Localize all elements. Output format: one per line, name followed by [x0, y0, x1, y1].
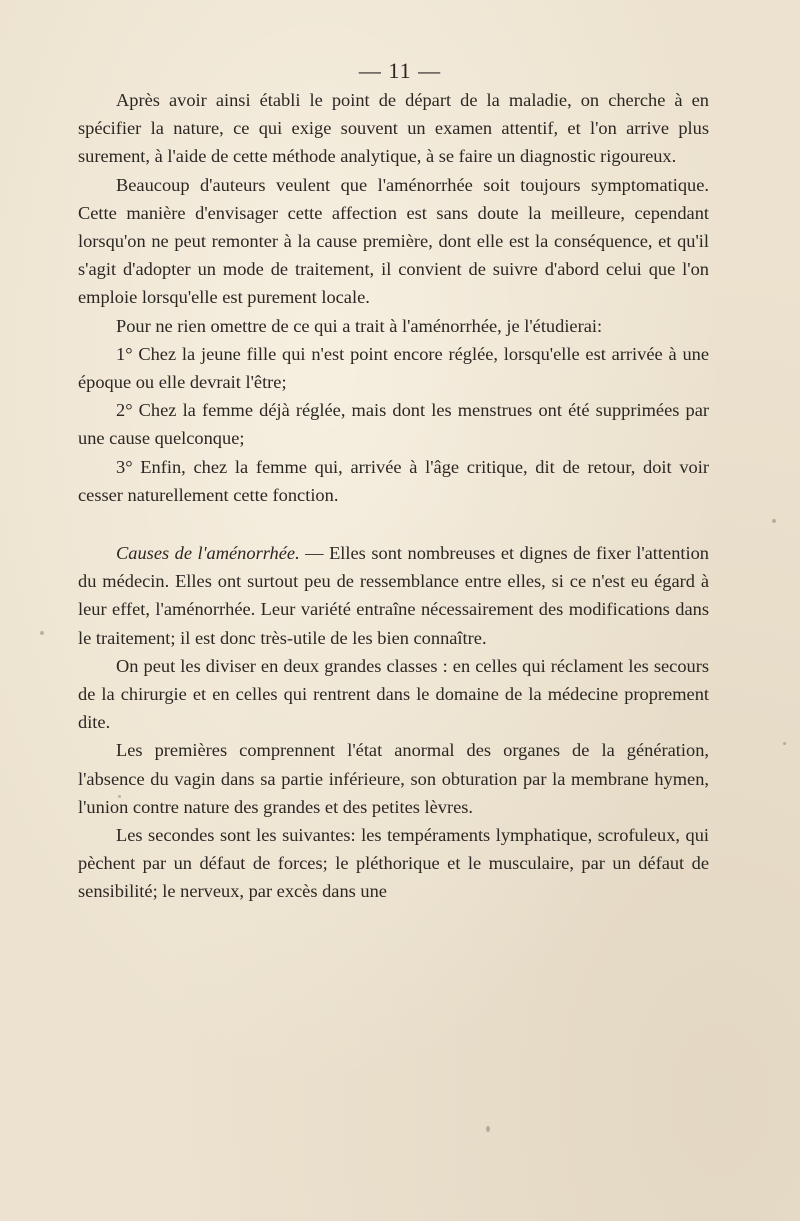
paper-spot: [772, 519, 776, 523]
paragraph-medical-causes: Les secondes sont les suivantes: les tempéraments lymphatique, scrofuleux, qui pèchent par un défaut de forces; le pléthorique et le musculaire, par un défaut de sensibilité; le nerveux, par excès dans une: [78, 825, 709, 902]
paragraph-two-classes: On peut les diviser en deux grandes classes : en celles qui réclament les secours de la chirurgie et en celles qui rentrent dans le domaine de la médecine proprement dite.: [78, 655, 709, 733]
paragraph-study-plan: Pour ne rien omettre de ce qui a trait à l'aménorrhée, je l'étudierai:: [116, 315, 603, 336]
paper-spot: [118, 795, 121, 798]
paper-spot: [783, 742, 786, 745]
paper-spot: [486, 1126, 490, 1132]
paragraph-causes: [78, 539, 709, 652]
paragraph-diagnosis: Après avoir ainsi établi le point de départ de la maladie, on cherche à en spécifier la nature, ce qui exige souvent un examen attentif, et l'on arrive plus surement, à l'aide de cette méthode analytique, à se faire un diagnostic rigoureux.: [78, 90, 709, 167]
section-heading: Causes de l'aménorrhée.: [116, 543, 300, 564]
page-body: [78, 86, 709, 906]
paragraph-surgical-causes: Les premières comprennent l'état anormal des organes de la génération, l'absence du vagin dans sa partie inférieure, son obturation par la membrane hymen, l'union contre nature des grandes et des petites lèvres.: [78, 740, 709, 817]
list-item-young-girl: 1° Chez la jeune fille qui n'est point encore réglée, lorsqu'elle est arrivée à une époque ou elle devrait l'être;: [78, 343, 709, 393]
list-item-critical-age: 3° Enfin, chez la femme qui, arrivée à l'âge critique, dit de retour, doit voir cesser naturellement cette fonction.: [78, 456, 709, 505]
running-header: — 11 —: [358, 58, 442, 83]
paper-spot: [40, 631, 44, 635]
paragraph-symptomatic: Beaucoup d'auteurs veulent que l'aménorrhée soit toujours symptomatique. Cette manière d'envisager cette affection est sans doute la meilleure, cependant lorsqu'on ne peut remonter à la cause première, dont elle est la conséquence, et qu'il s'agit d'adopter un mode de traitement, il convient de suivre d'abord celui que l'on emploie lorsqu'elle est purement locale.: [78, 174, 709, 308]
section-text: — Elles sont nombreuses et dignes de fixer l'attention du médecin. Elles ont surtout peu de ressemblance entre elles, si ce n'est eu égard à leur effet, l'aménorrhée. Leur variété entraîne nécessairement des modifications dans le traitement; il est donc très-utile de les bien connaître.: [78, 543, 709, 648]
list-item-regulated-woman: 2° Chez la femme déjà réglée, mais dont les menstrues ont été supprimées par une cause quelconque;: [78, 400, 709, 449]
